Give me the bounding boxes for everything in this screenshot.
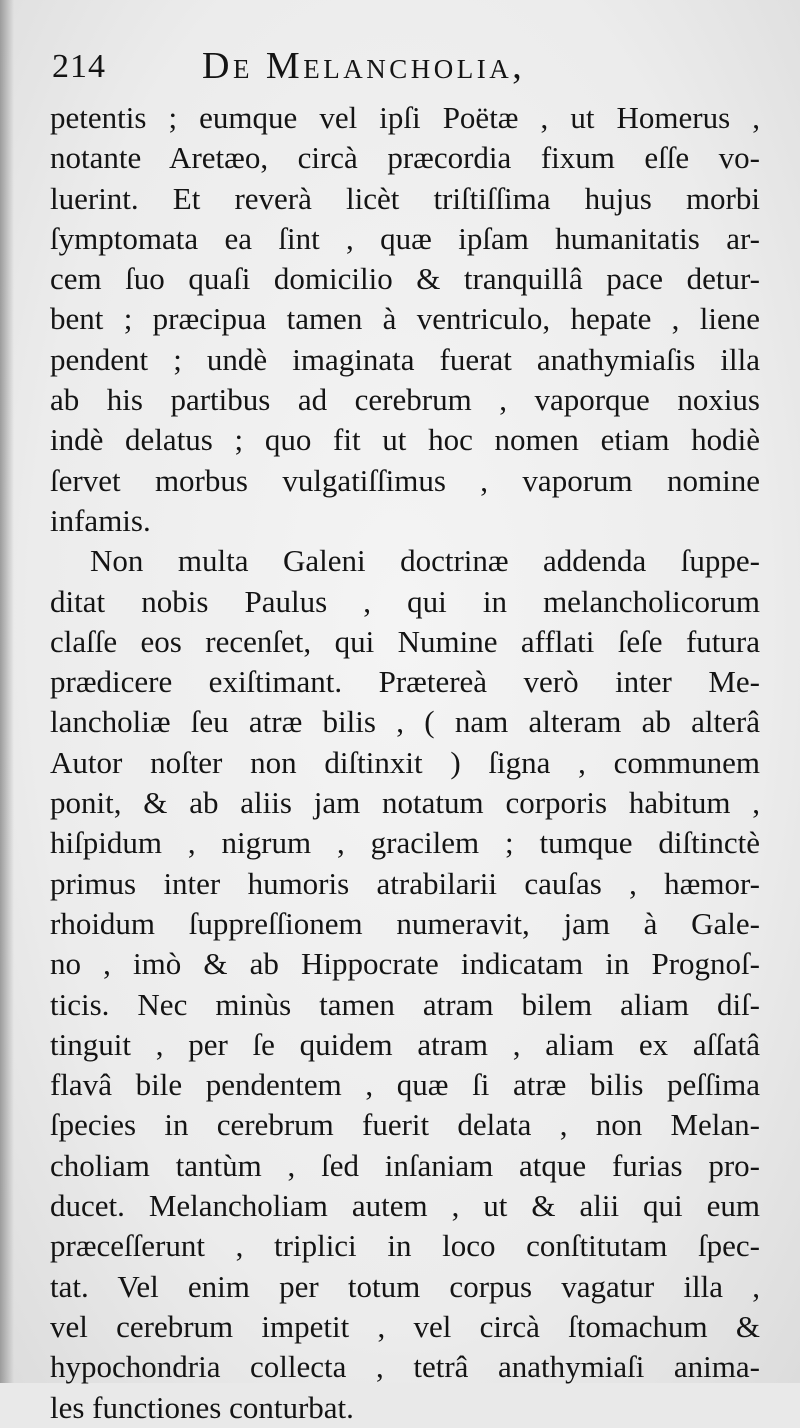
text-line: cem ſuo quaſi domicilio & tranquillâ pace detur- — [50, 261, 760, 297]
text-line: lancholiæ ſeu atræ bilis , ( nam alteram ab alterâ — [50, 704, 760, 740]
page-number: 214 — [52, 48, 106, 85]
text-line: luerint. Et reverà licèt triſtiſſima hujus morbi — [50, 180, 760, 216]
text-line: ponit, & ab aliis jam notatum corporis habitum , — [50, 785, 760, 821]
text-line: ditat nobis Paulus , qui in melancholicorum — [50, 583, 760, 619]
text-line: les functiones conturbat. — [50, 1389, 354, 1425]
text-line: hiſpidum , nigrum , gracilem ; tumque diſtinctè — [50, 825, 760, 861]
text-line: bent ; præcipua tamen à ventriculo, hepate , liene — [50, 301, 760, 337]
text-line: petentis ; eumque vel ipſi Poëtæ , ut Homerus , — [50, 100, 760, 135]
text-line: ſervet morbus vulgatiſſimus , vaporum nomine — [50, 462, 760, 498]
text-line: ducet. Melancholiam autem , ut & alii qui eum — [50, 1188, 760, 1224]
page-header — [52, 40, 752, 92]
text-line: infamis. — [50, 502, 151, 538]
text-line: indè delatus ; quo fit ut hoc nomen etiam hodiè — [50, 422, 760, 458]
text-line: hypochondria collecta , tetrâ anathymiaſi anima- — [50, 1349, 760, 1385]
text-line: choliam tantùm , ſed inſaniam atque furias pro- — [50, 1147, 760, 1183]
body-text — [50, 98, 760, 1428]
text-line: notante Aretæo, circà præcordia fixum eſſe vo- — [50, 140, 760, 176]
running-head: De Melancholia, — [202, 45, 526, 87]
text-line: tat. Vel enim per totum corpus vagatur illa , — [50, 1268, 760, 1304]
text-line: Non multa Galeni doctrinæ addenda ſuppe- — [90, 543, 760, 579]
text-line: ſymptomata ea ſint , quæ ipſam humanitatis ar- — [50, 220, 760, 256]
text-line: primus inter humoris atrabilarii cauſas , hæmor- — [50, 865, 760, 901]
text-line: no , imò & ab Hippocrate indicatam in Prognoſ- — [50, 946, 760, 982]
text-line: Autor noſter non diſtinxit ) ſigna , communem — [50, 744, 760, 780]
text-line: vel cerebrum impetit , vel circà ſtomachum & — [50, 1308, 760, 1344]
text-line: rhoidum ſuppreſſionem numeravit, jam à Gale- — [50, 905, 760, 941]
text-line: pendent ; undè imaginata fuerat anathymiaſis illa — [50, 341, 760, 377]
page-gutter-shadow — [0, 0, 14, 1383]
text-line: ab his partibus ad cerebrum , vaporque noxius — [50, 382, 760, 418]
text-line: ſpecies in cerebrum fuerit delata , non Melan- — [50, 1107, 760, 1143]
text-line: claſſe eos recenſet, qui Numine afflati ſeſe futura — [50, 623, 760, 659]
text-line: præceſſerunt , triplici in loco conſtitutam ſpec- — [50, 1228, 760, 1264]
text-line: flavâ bile pendentem , quæ ſi atræ bilis peſſima — [50, 1067, 760, 1103]
text-line: tinguit , per ſe quidem atram , aliam ex aſſatâ — [50, 1026, 760, 1062]
text-line: prædicere exiſtimant. Prætereà verò inter Me- — [50, 664, 760, 700]
text-line: ticis. Nec minùs tamen atram bilem aliam diſ- — [50, 986, 760, 1022]
